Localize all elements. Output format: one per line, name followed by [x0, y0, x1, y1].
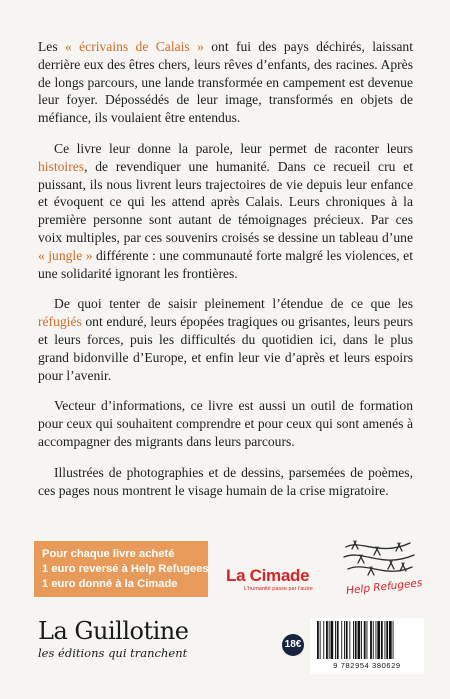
text-span: Les	[38, 39, 65, 54]
barbed-wire-icon	[340, 535, 418, 585]
highlight-jungle: « jungle »	[38, 247, 93, 263]
cimade-tagline: L'humanité passe par l'autre	[244, 586, 313, 592]
text-span: différente : une communauté forte malgré les violences, et une solidarité ignorant les frontières.	[38, 247, 413, 281]
text-span: , de revendiquer une humanité. Dans ce recueil cru et puissant, ils nous livrent leurs trajectoires de vie depuis leur enfance et évoquent ce qui les attend après Calais. Leurs chroniques à la première personne sont autant de témoignages précieux. Par ces voix multiples, par ces souvenirs croisés se dessine un tableau d’une	[38, 158, 413, 245]
text-span: Ce livre leur donne la parole, leur permet de raconter leurs	[54, 140, 413, 156]
highlight-refugies: réfugiés	[38, 314, 82, 330]
text-span: De quoi tenter de saisir pleinement l’étendue de ce que les	[54, 296, 413, 312]
donation-banner	[34, 541, 208, 597]
back-cover-text	[38, 38, 413, 512]
text-span: ont fui des pays déchirés, laissant derrière eux des êtres chers, leurs rêves d’enfants, des racines. Après de longs parcours, une lande transformée en campement est devenue leur foyer. Dépossédés de leur image, transformés en objets de méfiance, ils voulaient être entendus.	[38, 39, 413, 126]
barcode-bars	[315, 621, 419, 661]
barcode-digits: 9 782954 380629	[333, 661, 401, 670]
donation-line-2: 1 euro reversé à Help Refugees	[42, 563, 209, 575]
paragraph-1	[38, 38, 413, 127]
cimade-logo	[226, 560, 336, 596]
price-badge: 18€	[282, 634, 304, 656]
publisher-tagline: les éditions qui tranchent	[38, 646, 188, 660]
donation-line-1: Pour chaque livre acheté	[42, 548, 175, 560]
paragraph-3	[38, 295, 413, 384]
paragraph-5: Illustrées de photographies et de dessins, parsemées de poèmes, ces pages nous montrent le visage humain de la crise migratoire.	[38, 464, 413, 498]
highlight-ecrivains: « écrivains de Calais »	[64, 39, 204, 54]
highlight-histoires: histoires	[38, 158, 85, 174]
help-refugees-name: Help Refugees	[345, 577, 423, 597]
paragraph-2	[38, 140, 413, 282]
barcode	[310, 618, 424, 674]
publisher-logo	[38, 617, 189, 667]
paragraph-4: Vecteur d’informations, ce livre est aussi un outil de formation pour ceux qui souhaitent comprendre et pour ceux qui sont amenés à accompagner des migrants dans leurs parcours.	[38, 398, 413, 449]
text-span: ont enduré, leurs épopées tragiques ou grisantes, leurs peurs et leurs forces, puis les difficultés du quotidien ici, dans le plus grand bidonville d’Europe, et enfin leur vie d’après et leurs espoirs pour l’avenir.	[38, 314, 413, 383]
help-refugees-logo	[340, 535, 423, 607]
publisher-name: La Guillotine	[38, 617, 189, 645]
cimade-name: La Cimade	[226, 566, 310, 585]
donation-line-3: 1 euro donné à la Cimade	[42, 578, 178, 590]
